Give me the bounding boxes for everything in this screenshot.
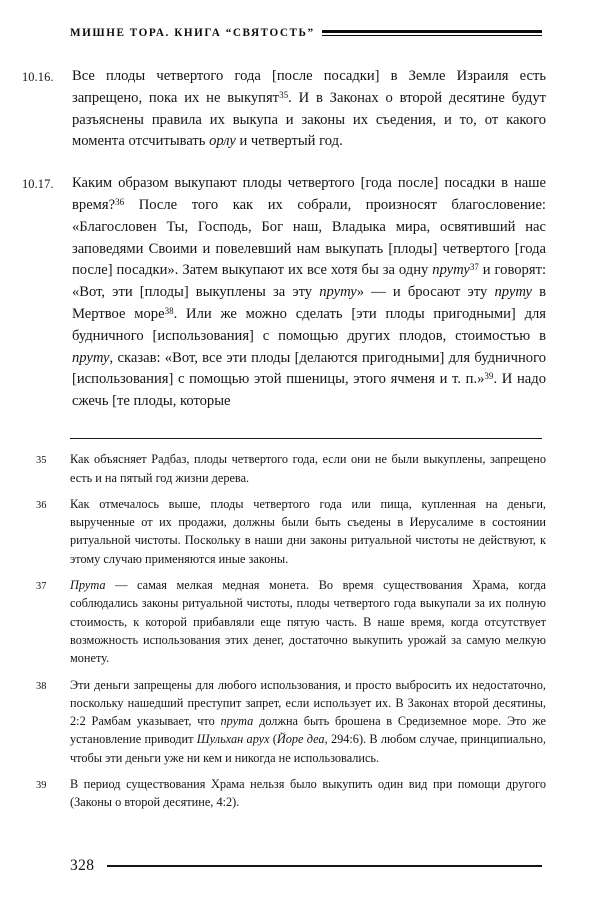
footnote-item — [22, 495, 546, 568]
footnote-number: 38 — [36, 680, 47, 692]
footnote-item — [22, 576, 546, 667]
footnote-number: 36 — [36, 499, 47, 511]
folio-rule — [107, 865, 542, 867]
footnote-number: 37 — [36, 581, 47, 593]
halacha-body: Каким образом выкупают плоды четвертого [года после] посадки в наше время?$^{36}$ После того как их собрали, произносят благословение: «Благословен Ты, Господь, Бог наш, Владыка мира, освятивший нас заповедями Своими и повелевший нам выкупать [плоды] четвертого [года после] посадки». Затем выкупают их все хотя бы за одну пруту$^{37}$ и говорят: «Вот, эти [плоды] выкуплены за эту пруту» — и бросают эту пруту в Мертвое море$^{38}$. Или же можно сделать [эти плоды пригодными] для будничного [использования] с помощью других плодов, стоимостью в пруту, сказав: «Вот, все эти плоды [делаются пригодными] для будничного [использования] с помощью этой пшеницы, этого ячменя и т. п.»$^{39}$. И надо сжечь [те плоды, которые — [72, 175, 546, 410]
page-folio — [70, 857, 542, 875]
running-header — [70, 22, 542, 44]
footnote-body: Как объясняет Радбаз, плоды четвертого года, если они не были выкуплены, запрещено есть и на пятый год жизни дерева. — [70, 452, 546, 485]
footnote-body: Эти деньги запрещены для любого использования, и просто выбросить их недостаточно, поскольку нашедший преступит запрет, если использует их. В Законах второй десятины, 2:2 Рамбам указывает, что прута должна быть брошена в Средиземное море. Это же установление приводит Шульхан арух (Йоре деа, 294:6). В любом случае, принципиально, чтобы эти деньги уже ни кем и никогда не использовались. — [70, 677, 546, 765]
footnote-body: Прута — самая мелкая медная монета. Во время существования Храма, когда соблюдались законы ритуальной чистоты, плоды четвертого года выкупали за их полную стоимость, к которой прибавляли еще пятую часть. В наше время, когда отсутствует возможность использования этих денег, достаточно выкупить урожай за самую мелкую монету. — [70, 578, 546, 666]
footnote-item — [22, 676, 546, 767]
footnote-item — [22, 450, 546, 487]
footnote-separator-rule — [70, 438, 542, 439]
header-double-rule — [322, 30, 542, 37]
halacha-body: Все плоды четвертого года [после посадки] в Земле Израиля есть запрещено, пока их не выкупят$^{35}$. И в Законах о второй десятине будут разъяснены правила их выкупа и законы их съедения, и то, от какого момента отсчитывать орлу и четвертый год. — [72, 68, 547, 150]
footnotes-section — [22, 438, 546, 820]
halacha-number: 10.17. — [22, 177, 54, 192]
halacha-number: 10.16. — [22, 70, 54, 84]
footnote-number: 39 — [36, 780, 47, 792]
running-header-title: МИШНЕ ТОРА. КНИГА “СВЯТОСТЬ” — [70, 27, 315, 39]
halacha-entry — [22, 173, 546, 413]
footnote-body: Как отмечалось выше, плоды четвертого года или пища, купленная на деньги, вырученные от их продажи, должны были быть съедены в Иерусалиме в состоянии ритуальной чистоты. Поскольку в наши дни законы ритуальной чистоты не действуют, к этому случаю применяются иные законы. — [70, 496, 546, 566]
footnote-body: В период существования Храма нельзя было выкупить один вид при помощи другого (Законы о второй десятине, 4:2). — [70, 777, 546, 810]
page-number: 328 — [70, 857, 95, 874]
footnote-number: 35 — [36, 455, 47, 467]
footnote-item — [22, 775, 546, 812]
main-text — [22, 66, 546, 433]
halacha-entry — [22, 66, 546, 153]
